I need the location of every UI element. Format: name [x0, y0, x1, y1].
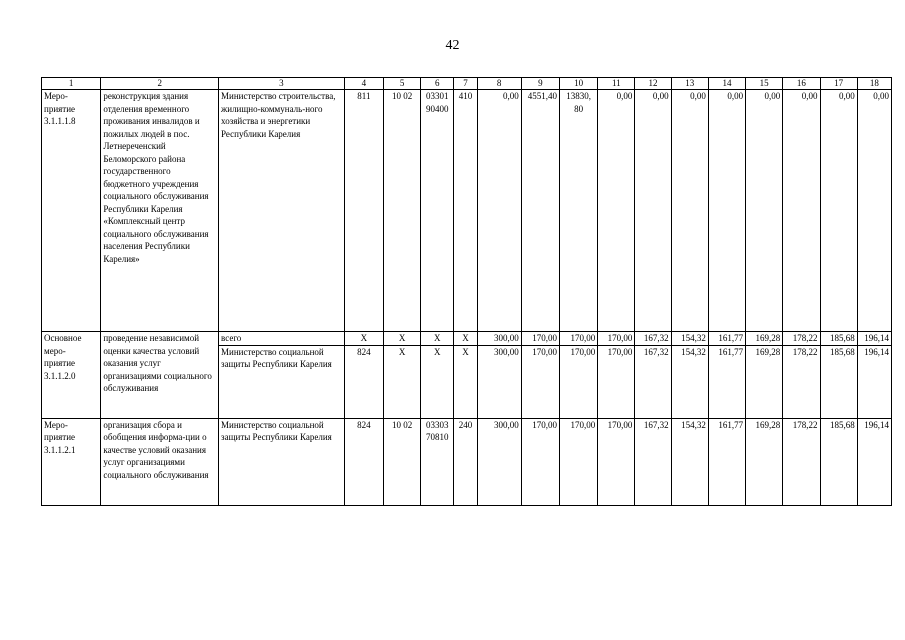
value-cell: 161,77 — [708, 418, 745, 505]
target-article-code: 03301 90400 — [421, 90, 454, 332]
column-header: 18 — [857, 78, 891, 90]
value-cell: 170,00 — [559, 345, 597, 418]
value-cell: 169,28 — [746, 332, 783, 346]
measure-description: реконструкция здания отделения временного проживания инвалидов и пожилых людей в пос. Летнереченский Беломорского района государственного бюджетного учреждения социального обслуживания Республики Карелия «Комплексный центр социального обслуживания населения Республики Карелия» — [101, 90, 219, 332]
column-header: 16 — [783, 78, 820, 90]
target-article-code: X — [421, 332, 454, 346]
column-header: 8 — [477, 78, 521, 90]
value-cell: 170,00 — [559, 332, 597, 346]
value-cell: 167,32 — [635, 332, 671, 346]
value-cell: 161,77 — [708, 332, 745, 346]
value-cell: 300,00 — [477, 345, 521, 418]
value-cell: 196,14 — [857, 332, 891, 346]
value-cell: 170,00 — [598, 332, 635, 346]
measure-code: Меро- приятие 3.1.1.1.8 — [42, 90, 101, 332]
value-cell: 0,00 — [671, 90, 708, 332]
value-cell: 170,00 — [521, 345, 559, 418]
value-cell: 170,00 — [598, 345, 635, 418]
value-cell: 185,68 — [820, 345, 857, 418]
value-cell: 0,00 — [783, 90, 820, 332]
section-code: 10 02 — [383, 418, 420, 505]
responsible-executor: Министерство строительства, жилищно-коммуналь-ного хозяйства и энергетики Республики Карелия — [219, 90, 345, 332]
value-cell: 167,32 — [635, 418, 671, 505]
section-code: X — [383, 345, 420, 418]
value-cell: 0,00 — [598, 90, 635, 332]
responsible-executor: Министерство социальной защиты Республики Карелия — [219, 345, 345, 418]
value-cell: 167,32 — [635, 345, 671, 418]
responsible-executor: всего — [219, 332, 345, 346]
column-header: 6 — [421, 78, 454, 90]
column-header: 7 — [454, 78, 477, 90]
expense-type-code: 240 — [454, 418, 477, 505]
column-header: 11 — [598, 78, 635, 90]
value-cell: 0,00 — [635, 90, 671, 332]
value-cell: 196,14 — [857, 345, 891, 418]
value-cell: 300,00 — [477, 418, 521, 505]
column-header: 4 — [344, 78, 383, 90]
table-row — [42, 90, 892, 332]
target-article-code: 03303 70810 — [421, 418, 454, 505]
column-header: 14 — [708, 78, 745, 90]
value-cell: 170,00 — [559, 418, 597, 505]
grbs-code: 824 — [344, 418, 383, 505]
grbs-code: 811 — [344, 90, 383, 332]
column-number-row — [42, 78, 892, 90]
expense-type-code: 410 — [454, 90, 477, 332]
value-cell: 169,28 — [746, 418, 783, 505]
responsible-executor: Министерство социальной защиты Республики Карелия — [219, 418, 345, 505]
grbs-code: 824 — [344, 345, 383, 418]
column-header: 5 — [383, 78, 420, 90]
measure-code: Основное меро- приятие 3.1.1.2.0 — [42, 332, 101, 419]
value-cell: 4551,40 — [521, 90, 559, 332]
value-cell: 185,68 — [820, 418, 857, 505]
table-row — [42, 332, 892, 346]
value-cell: 196,14 — [857, 418, 891, 505]
table-row — [42, 418, 892, 505]
value-cell: 300,00 — [477, 332, 521, 346]
column-header: 3 — [219, 78, 345, 90]
value-cell: 0,00 — [746, 90, 783, 332]
column-header: 10 — [559, 78, 597, 90]
section-code: X — [383, 332, 420, 346]
value-cell: 178,22 — [783, 345, 820, 418]
column-header: 12 — [635, 78, 671, 90]
target-article-code: X — [421, 345, 454, 418]
column-header: 1 — [42, 78, 101, 90]
grbs-code: X — [344, 332, 383, 346]
page-number: 42 — [445, 38, 460, 53]
value-cell: 169,28 — [746, 345, 783, 418]
column-header: 13 — [671, 78, 708, 90]
value-cell: 0,00 — [820, 90, 857, 332]
value-cell: 154,32 — [671, 418, 708, 505]
measure-code: Меро- приятие 3.1.1.2.1 — [42, 418, 101, 505]
value-cell: 0,00 — [477, 90, 521, 332]
column-header: 17 — [820, 78, 857, 90]
expense-type-code: X — [454, 345, 477, 418]
value-cell: 170,00 — [598, 418, 635, 505]
measure-description: организация сбора и обобщения информа-ции о качестве условий оказания услуг организациями социального обслуживания — [101, 418, 219, 505]
value-cell: 0,00 — [857, 90, 891, 332]
value-cell: 13830, 80 — [559, 90, 597, 332]
value-cell: 178,22 — [783, 418, 820, 505]
value-cell: 185,68 — [820, 332, 857, 346]
value-cell: 154,32 — [671, 345, 708, 418]
expense-type-code: X — [454, 332, 477, 346]
value-cell: 170,00 — [521, 332, 559, 346]
value-cell: 170,00 — [521, 418, 559, 505]
column-header: 2 — [101, 78, 219, 90]
value-cell: 178,22 — [783, 332, 820, 346]
measure-description: проведение независимой оценки качества условий оказания услуг организациями социального обслуживания — [101, 332, 219, 419]
value-cell: 0,00 — [708, 90, 745, 332]
section-code: 10 02 — [383, 90, 420, 332]
column-header: 9 — [521, 78, 559, 90]
value-cell: 154,32 — [671, 332, 708, 346]
column-header: 15 — [746, 78, 783, 90]
budget-table — [41, 77, 892, 506]
value-cell: 161,77 — [708, 345, 745, 418]
